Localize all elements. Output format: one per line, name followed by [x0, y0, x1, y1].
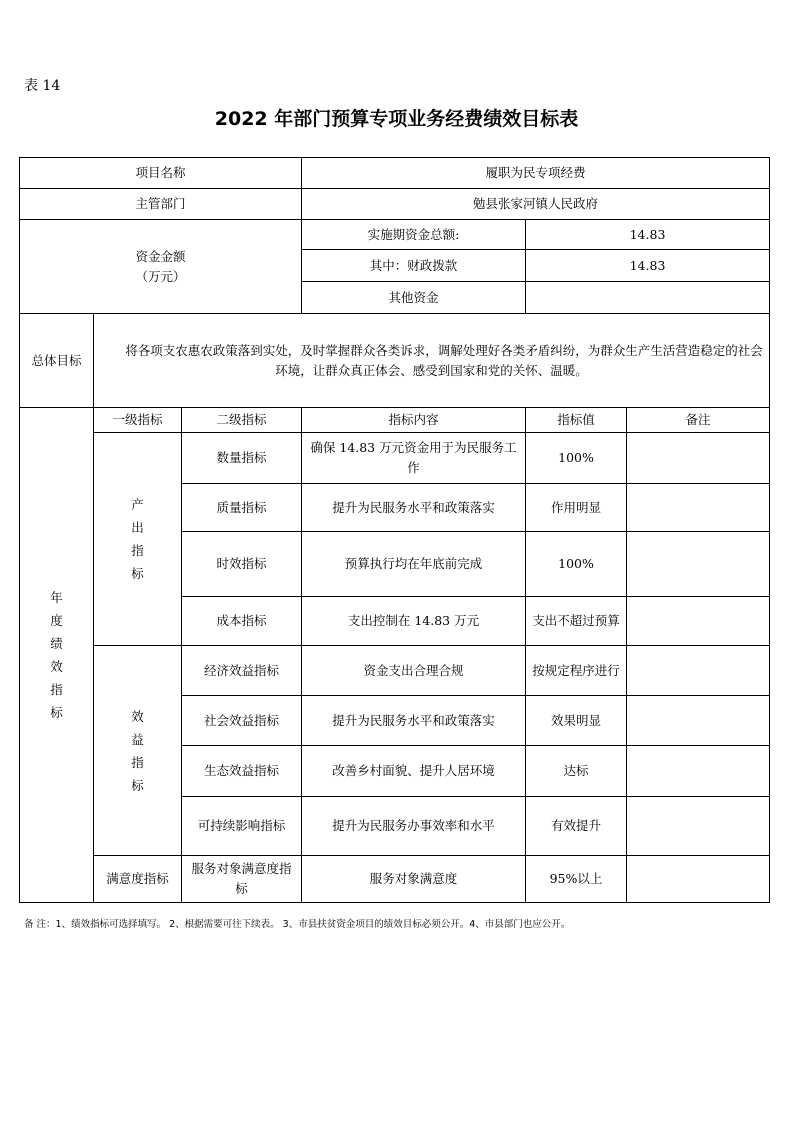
footnote: 备 注：1、绩效指标可选择填写。 2、根据需要可往下续表。 3、市县扶贫资金项目的绩效目标必须公开。4、市县部门也应公开。	[24, 919, 571, 930]
table-row-value: 有效提升	[526, 797, 627, 856]
funds-label-line2: （万元）	[135, 268, 186, 284]
table-row-content: 服务对象满意度	[302, 856, 526, 903]
project-name-label: 项目名称	[20, 158, 302, 189]
header-level1: 一级指标	[94, 408, 182, 433]
project-name-value: 履职为民专项经费	[302, 158, 770, 189]
table-row-content: 确保 14.83 万元资金用于为民服务工作	[302, 433, 526, 484]
department-label: 主管部门	[20, 189, 302, 220]
table-row-content: 支出控制在 14.83 万元	[302, 597, 526, 646]
total-funds-label: 实施期资金总额:	[302, 220, 526, 250]
annual-indicators-label	[20, 408, 94, 903]
table-number-label: 表 14	[24, 78, 61, 94]
page-title: 2022 年部门预算专项业务经费绩效目标表	[214, 108, 579, 130]
table-row-note	[627, 433, 770, 484]
table-row-level2: 服务对象满意度指标	[182, 856, 302, 903]
table-row-note	[627, 797, 770, 856]
fiscal-funds-value: 14.83	[526, 250, 770, 282]
table-row-level2: 成本指标	[182, 597, 302, 646]
benefit-indicators-text: 效益指标	[131, 708, 144, 793]
table-row-value: 作用明显	[526, 484, 627, 532]
other-funds-value	[526, 282, 770, 314]
table-row-content: 提升为民服务水平和政策落实	[302, 484, 526, 532]
table-row-value: 95%以上	[526, 856, 627, 903]
table-row-note	[627, 856, 770, 903]
table-row-note	[627, 597, 770, 646]
table-row-value: 达标	[526, 746, 627, 797]
performance-goal-table	[19, 157, 770, 903]
total-funds-value: 14.83	[526, 220, 770, 250]
table-row-level2: 质量指标	[182, 484, 302, 532]
funds-label	[20, 220, 302, 314]
table-row-value: 按规定程序进行	[526, 646, 627, 696]
output-indicators-text: 产出指标	[131, 497, 144, 581]
department-value: 勉县张家河镇人民政府	[302, 189, 770, 220]
table-row-note	[627, 484, 770, 532]
table-row-level2: 时效指标	[182, 532, 302, 597]
fiscal-funds-label: 其中：财政拨款	[302, 250, 526, 282]
table-row-content: 改善乡村面貌、提升人居环境	[302, 746, 526, 797]
output-indicators-group	[94, 433, 182, 646]
table-row-value: 效果明显	[526, 696, 627, 746]
table-row-note	[627, 646, 770, 696]
benefit-indicators-group	[94, 646, 182, 856]
overall-goal-label: 总体目标	[20, 314, 94, 408]
header-level2: 二级指标	[182, 408, 302, 433]
table-row-level2: 经济效益指标	[182, 646, 302, 696]
table-row-value: 支出不超过预算	[526, 597, 627, 646]
satisfaction-indicators-group: 满意度指标	[94, 856, 182, 903]
other-funds-label: 其他资金	[302, 282, 526, 314]
table-row-level2: 生态效益指标	[182, 746, 302, 797]
header-value: 指标值	[526, 408, 627, 433]
table-row-content: 提升为民服务水平和政策落实	[302, 696, 526, 746]
table-row-content: 资金支出合理合规	[302, 646, 526, 696]
table-row-value: 100%	[526, 433, 627, 484]
table-row-content: 预算执行均在年底前完成	[302, 532, 526, 597]
table-row-note	[627, 696, 770, 746]
table-row-note	[627, 746, 770, 797]
overall-goal-text: 将各项支农惠农政策落到实处，及时掌握群众各类诉求，调解处理好各类矛盾纠纷，为群众生产生活营造稳定的社会环境，让群众真正体会、感受到国家和党的关怀、温暖。	[94, 314, 770, 408]
annual-indicators-text: 年度绩效指标	[50, 590, 63, 720]
table-row-level2: 社会效益指标	[182, 696, 302, 746]
table-row-level2: 数量指标	[182, 433, 302, 484]
table-row-level2: 可持续影响指标	[182, 797, 302, 856]
header-content: 指标内容	[302, 408, 526, 433]
table-row-content: 提升为民服务办事效率和水平	[302, 797, 526, 856]
table-row-value: 100%	[526, 532, 627, 597]
funds-label-line1: 资金金额	[135, 248, 186, 264]
table-row-note	[627, 532, 770, 597]
header-note: 备注	[627, 408, 770, 433]
